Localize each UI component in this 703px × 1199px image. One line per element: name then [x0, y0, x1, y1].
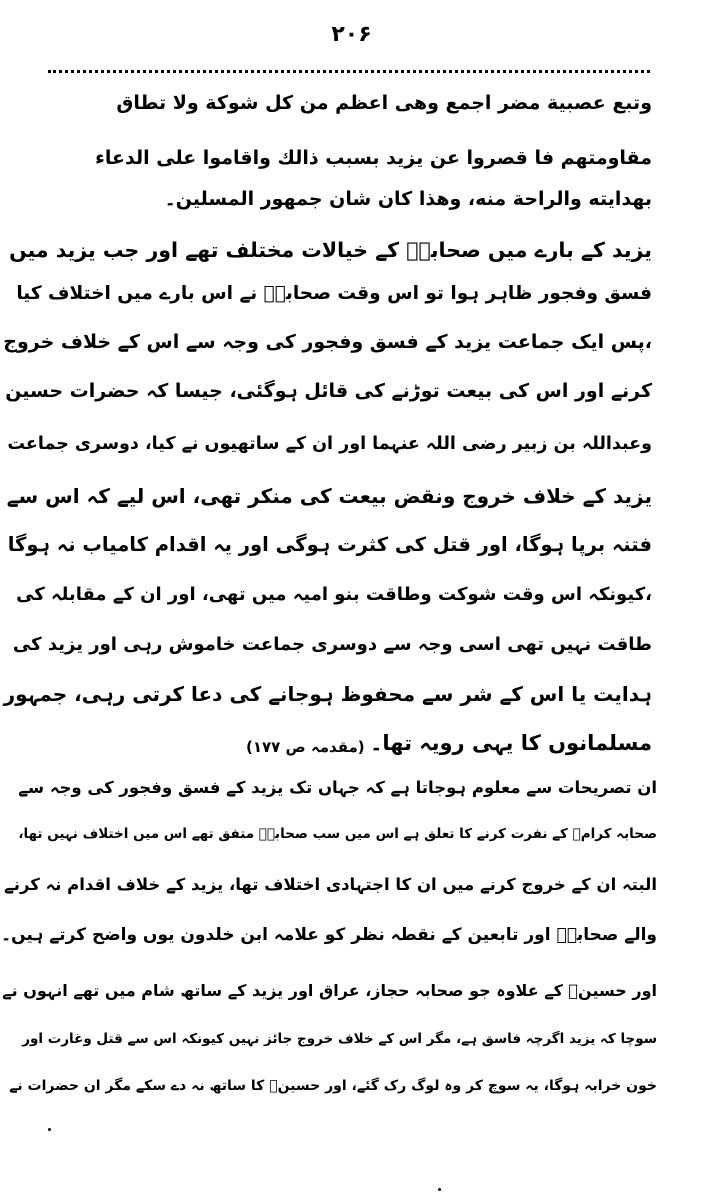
translation-line: فسق وفجور ظاہر ہوا تو اس وقت صحابہؓ نے اس بارے میں اختلاف کیا [16, 283, 652, 304]
translation-line: ،کیونکہ اس وقت شوکت وطاقت بنو امیہ میں تھی، اور ان کے مقابلہ کی [16, 584, 652, 605]
translation-line: یزید کے بارے میں صحابہؓ کے خیالات مختلف تھے اور جب یزید میں [9, 238, 652, 262]
arabic-quote-line: بهدايته والراحة منه، وهذا كان شان جمهور المسلين۔ [164, 188, 652, 210]
body-line: اور حسینؓ کے علاوہ جو صحابہ حجاز، عراق اور یزید کے ساتھ شام میں تھے انہوں نے [2, 981, 657, 1000]
translation-line: وعبداللہ بن زبیر رضی اللہ عنہما اور ان کے ساتھیوں نے کیا، دوسری جماعت [7, 434, 652, 454]
body-line: ان تصریحات سے معلوم ہوجاتا ہے کہ جہاں تک یزید کے فسق وفجور کی وجہ سے [18, 778, 657, 797]
body-line: والے صحابہؓ اور تابعین کے نقطہ نظر کو علامہ ابن خلدون یوں واضح کرتے ہیں۔ [1, 925, 657, 945]
page-number: ۲۰۶ [331, 22, 372, 47]
translation-line: کرنے اور اس کی بیعت توڑنے کی قائل ہوگئی، جیسا کہ حضرات حسین [5, 380, 652, 402]
translation-line: فتنہ برپا ہوگا، اور قتل کی کثرت ہوگی اور یہ اقدام کامیاب نہ ہوگا [7, 533, 652, 556]
body-line: خون خرابہ ہوگا، یہ سوچ کر وہ لوگ رک گئے، اور حسینؓ کا ساتھ نہ دے سکے مگر ان حضرات نے [9, 1078, 657, 1094]
translation-line: ہدایت یا اس کے شر سے محفوظ ہوجانے کی دعا کرتی رہی، جمہور [3, 682, 652, 706]
translation-line: طاقت نہیں تھی اسی وجہ سے دوسری جماعت خاموش رہی اور یزید کی [12, 634, 652, 655]
arabic-quote-line: وتبع عصبية مضر اجمع وهى اعظم من كل شوكة ولا تطاق [116, 92, 652, 114]
scan-speck [438, 1188, 441, 1191]
body-line: صحابہ کرامؓ کے نفرت کرنے کا تعلق ہے اس میں سب صحابہؓ متفق تھے اس میں اختلاف نہیں تھا، [18, 826, 657, 842]
scan-speck [48, 1128, 51, 1131]
translation-line: مسلمانوں کا یہی رویہ تھا۔ [370, 731, 652, 755]
arabic-quote-line: مقاومتهم فا قصروا عن يزيد بسبب ذالك واقاموا على الدعاء [95, 147, 652, 169]
translation-line: یزید کے خلاف خروج ونقض بیعت کی منکر تھی، اس لیے کہ اس سے [6, 484, 652, 508]
body-line: سوچا کہ یزید اگرچہ فاسق ہے، مگر اس کے خلاف خروج جائز نہیں کیونکہ اس سے قتل وغارت اور [22, 1031, 657, 1047]
header-dotted-rule [48, 70, 650, 73]
translation-line: ،پس ایک جماعت یزید کے فسق وفجور کی وجہ سے اس کے خلاف خروج [3, 331, 652, 353]
body-line: البتہ ان کے خروج کرنے میں ان کا اجتہادی اختلاف تھا، یزید کے خلاف اقدام نہ کرنے [4, 875, 657, 894]
source-reference: (مقدمہ ص ۱۷۷) [246, 738, 365, 756]
